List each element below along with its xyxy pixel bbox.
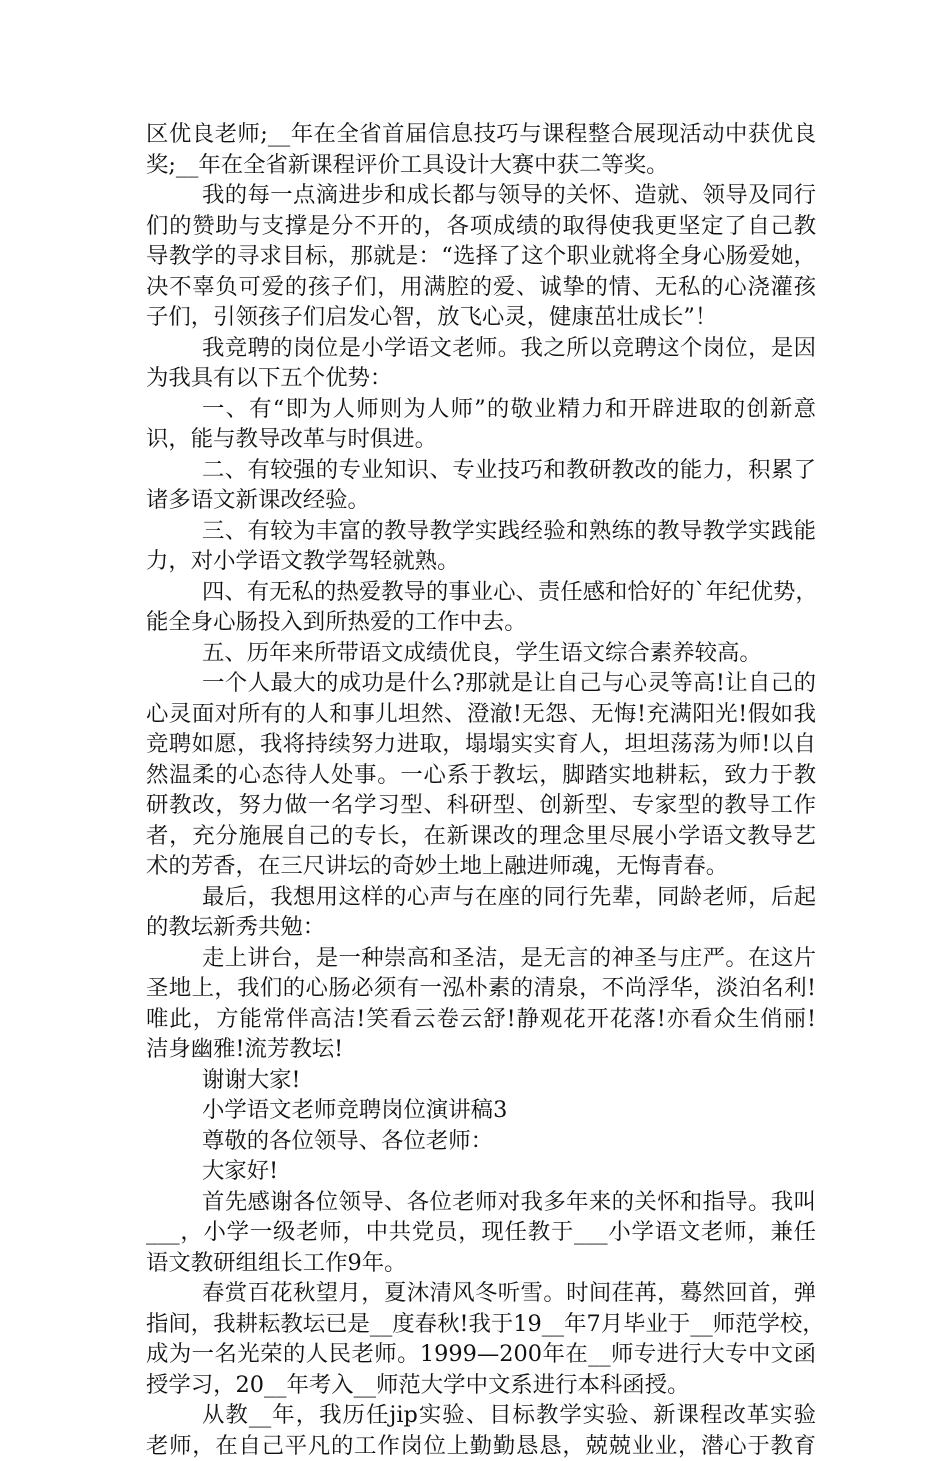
text-line: 决不辜负可爱的孩子们，用满腔的爱、诚挚的情、无私的心浇灌孩 (146, 272, 816, 303)
paragraph (146, 333, 816, 394)
text-line: 的教坛新秀共勉： (146, 912, 816, 943)
paragraph (146, 1278, 816, 1400)
text-line: 五、历年来所带语文成绩优良，学生语文综合素养较高。 (146, 638, 816, 669)
paragraph (146, 1065, 816, 1096)
text-line: 识，能与教导改革与时俱进。 (146, 424, 816, 455)
text-line: 四、有无私的热爱教导的事业心、责任感和恰好的`年纪优势， (146, 577, 816, 608)
text-line: 唯此，方能常伴高洁!笑看云卷云舒!静观花开花落!亦看众生俏丽! (146, 1004, 816, 1035)
text-line: 一、有“即为人师则为人师”的敬业精力和开辟进取的创新意 (146, 394, 816, 425)
text-line: 者，充分施展自己的专长，在新课改的理念里尽展小学语文教导艺 (146, 821, 816, 852)
paragraph (146, 1156, 816, 1187)
text-line: 导教学的寻求目标，那就是：“选择了这个职业就将全身心肠爱她， (146, 241, 816, 272)
text-line: 们的赞助与支撑是分不开的，各项成绩的取得使我更坚定了自己教 (146, 211, 816, 242)
text-line: 奖;__年在全省新课程评价工具设计大赛中获二等奖。 (146, 150, 816, 181)
text-line: 授学习，20__年考入__师范大学中文系进行本科函授。 (146, 1370, 816, 1401)
text-line: 我的每一点滴进步和成长都与领导的关怀、造就、领导及同行 (146, 180, 816, 211)
text-line: 谢谢大家! (146, 1065, 816, 1096)
text-line: 春赏百花秋望月，夏沐清风冬听雪。时间荏苒，蓦然回首，弹 (146, 1278, 816, 1309)
text-line: 区优良老师;__年在全省首届信息技巧与课程整合展现活动中获优良 (146, 119, 816, 150)
text-line: 从教__年，我历任jip实验、目标教学实验、新课程改革实验 (146, 1400, 816, 1431)
text-line: 子们，引领孩子们启发心智，放飞心灵，健康茁壮成长”！ (146, 302, 816, 333)
text-line: 能全身心肠投入到所热爱的工作中去。 (146, 607, 816, 638)
paragraph (146, 516, 816, 577)
paragraph (146, 577, 816, 638)
text-line: 洁身幽雅!流芳教坛! (146, 1034, 816, 1065)
document-page (146, 119, 816, 1461)
text-line: 最后，我想用这样的心声与在座的同行先辈，同龄老师，后起 (146, 882, 816, 913)
text-line: 大家好! (146, 1156, 816, 1187)
paragraph (146, 1095, 816, 1126)
text-line: 老师，在自己平凡的工作岗位上勤勤恳恳，兢兢业业，潜心于教育 (146, 1431, 816, 1461)
text-line: 一个人最大的成功是什么?那就是让自己与心灵等高!让自己的 (146, 668, 816, 699)
text-line: 竞聘如愿，我将持续努力进取，塌塌实实育人，坦坦荡荡为师!以自 (146, 729, 816, 760)
text-line: 成为一名光荣的人民老师。1999—200年在__师专进行大专中文函 (146, 1339, 816, 1370)
text-line: 我竞聘的岗位是小学语文老师。我之所以竞聘这个岗位，是因 (146, 333, 816, 364)
paragraph (146, 668, 816, 882)
paragraph (146, 638, 816, 669)
paragraph (146, 1126, 816, 1157)
paragraph (146, 180, 816, 333)
text-line: 诸多语文新课改经验。 (146, 485, 816, 516)
text-line: 为我具有以下五个优势： (146, 363, 816, 394)
paragraph (146, 1187, 816, 1279)
text-line: 术的芳香，在三尺讲坛的奇妙土地上融进师魂，无悔青春。 (146, 851, 816, 882)
text-line: 二、有较强的专业知识、专业技巧和教研教改的能力，积累了 (146, 455, 816, 486)
text-line: 力，对小学语文教学驾轻就熟。 (146, 546, 816, 577)
text-line: 首先感谢各位领导、各位老师对我多年来的关怀和指导。我叫 (146, 1187, 816, 1218)
paragraph (146, 1400, 816, 1461)
paragraph (146, 394, 816, 455)
text-line: 心灵面对所有的人和事儿坦然、澄澈!无怨、无悔!充满阳光!假如我 (146, 699, 816, 730)
paragraph (146, 119, 816, 180)
text-line: 然温柔的心态待人处事。一心系于教坛，脚踏实地耕耘，致力于教 (146, 760, 816, 791)
paragraph (146, 882, 816, 943)
text-line: ___，小学一级老师，中共党员，现任教于___小学语文老师，兼任 (146, 1217, 816, 1248)
paragraph (146, 455, 816, 516)
text-line: 尊敬的各位领导、各位老师： (146, 1126, 816, 1157)
paragraph (146, 943, 816, 1065)
text-line: 研教改，努力做一名学习型、科研型、创新型、专家型的教导工作 (146, 790, 816, 821)
text-line: 语文教研组组长工作9年。 (146, 1248, 816, 1279)
text-line: 指间，我耕耘教坛已是__度春秋!我于19__年7月毕业于__师范学校， (146, 1309, 816, 1340)
text-line: 圣地上，我们的心肠必须有一泓朴素的清泉，不尚浮华，淡泊名利! (146, 973, 816, 1004)
text-line: 三、有较为丰富的教导教学实践经验和熟练的教导教学实践能 (146, 516, 816, 547)
text-line: 走上讲台，是一种崇高和圣洁，是无言的神圣与庄严。在这片 (146, 943, 816, 974)
text-line: 小学语文老师竞聘岗位演讲稿3 (146, 1095, 816, 1126)
